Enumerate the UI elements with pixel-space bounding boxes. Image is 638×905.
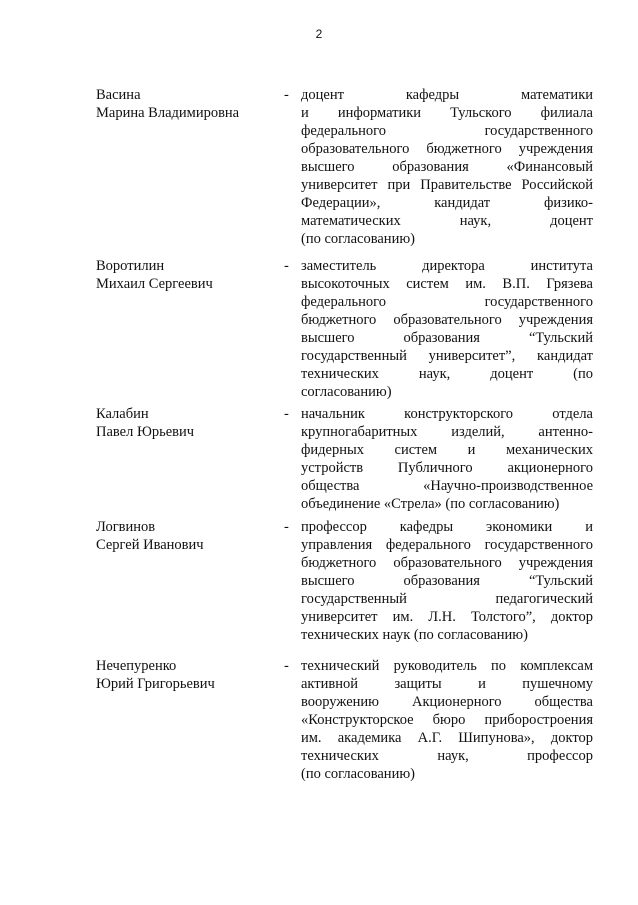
description-line: высокоточных систем им. В.П. Грязева xyxy=(301,276,593,292)
description-line: профессор кафедры экономики и xyxy=(301,519,593,535)
description-line: федерального государственного xyxy=(301,294,593,310)
description-line: доцент кафедры математики xyxy=(301,87,593,103)
description-line: технических наук (по согласованию) xyxy=(301,627,528,643)
description-line: математических наук, доцент xyxy=(301,213,593,229)
description-line: (по согласованию) xyxy=(301,766,415,782)
description-line: государственный педагогический xyxy=(301,591,593,607)
description-line: Федерации», кандидат физико- xyxy=(301,195,593,211)
member-surname: Васина xyxy=(96,87,141,103)
description-line: им. академика А.Г. Шипунова», доктор xyxy=(301,730,593,746)
member-dash: - xyxy=(284,406,289,422)
member-description xyxy=(301,257,593,401)
member-name xyxy=(96,657,276,693)
description-line: университет им. Л.Н. Толстого”, доктор xyxy=(301,609,593,625)
member-given-names: Юрий Григорьевич xyxy=(96,676,215,692)
description-line: фидерных систем и механических xyxy=(301,442,593,458)
description-line: высшего образования “Тульский xyxy=(301,573,593,589)
description-line: (по согласованию) xyxy=(301,231,415,247)
member-dash: - xyxy=(284,658,289,674)
description-line: начальник конструкторского отдела xyxy=(301,406,593,422)
member-dash: - xyxy=(284,87,289,103)
member-given-names: Марина Владимировна xyxy=(96,105,240,121)
description-line: общества «Научно-производственное xyxy=(301,478,593,494)
description-line: крупногабаритных изделий, антенно- xyxy=(301,424,593,440)
page-number: 2 xyxy=(315,27,323,41)
description-line: управления федерального государственного xyxy=(301,537,593,553)
member-surname: Нечепуренко xyxy=(96,658,177,674)
member-given-names: Михаил Сергеевич xyxy=(96,276,213,292)
member-dash: - xyxy=(284,258,289,274)
description-line: вооружению Акционерного общества xyxy=(301,694,593,710)
member-name xyxy=(96,86,276,122)
description-line: бюджетного образовательного учреждения xyxy=(301,555,593,571)
member-dash: - xyxy=(284,519,289,535)
member-surname: Логвинов xyxy=(96,519,156,535)
member-name xyxy=(96,518,276,554)
description-line: высшего образования “Тульский xyxy=(301,330,593,346)
member-description xyxy=(301,86,593,248)
description-line: объединение «Стрела» (по согласованию) xyxy=(301,496,560,512)
member-given-names: Павел Юрьевич xyxy=(96,424,195,440)
description-line: заместитель директора института xyxy=(301,258,593,274)
description-line: технических наук, профессор xyxy=(301,748,593,764)
description-line: государственный университет”, кандидат xyxy=(301,348,593,364)
description-line: и информатики Тульского филиала xyxy=(301,105,593,121)
description-line: бюджетного образовательного учреждения xyxy=(301,312,593,328)
description-line: технических наук, доцент (по xyxy=(301,366,593,382)
description-line: федерального государственного xyxy=(301,123,593,139)
member-name xyxy=(96,257,276,293)
member-name xyxy=(96,405,276,441)
description-line: университет при Правительстве Российской xyxy=(301,177,593,193)
description-line: устройств Публичного акционерного xyxy=(301,460,593,476)
description-line: высшего образования «Финансовый xyxy=(301,159,593,175)
member-description xyxy=(301,657,593,783)
member-surname: Воротилин xyxy=(96,258,165,274)
member-description xyxy=(301,405,593,513)
description-line: «Конструкторское бюро приборостроения xyxy=(301,712,593,728)
member-description xyxy=(301,518,593,644)
member-surname: Калабин xyxy=(96,406,149,422)
description-line: образовательного бюджетного учреждения xyxy=(301,141,593,157)
description-line: технический руководитель по комплексам xyxy=(301,658,593,674)
description-line: активной защиты и пушечному xyxy=(301,676,593,692)
member-given-names: Сергей Иванович xyxy=(96,537,204,553)
description-line: согласованию) xyxy=(301,384,392,400)
